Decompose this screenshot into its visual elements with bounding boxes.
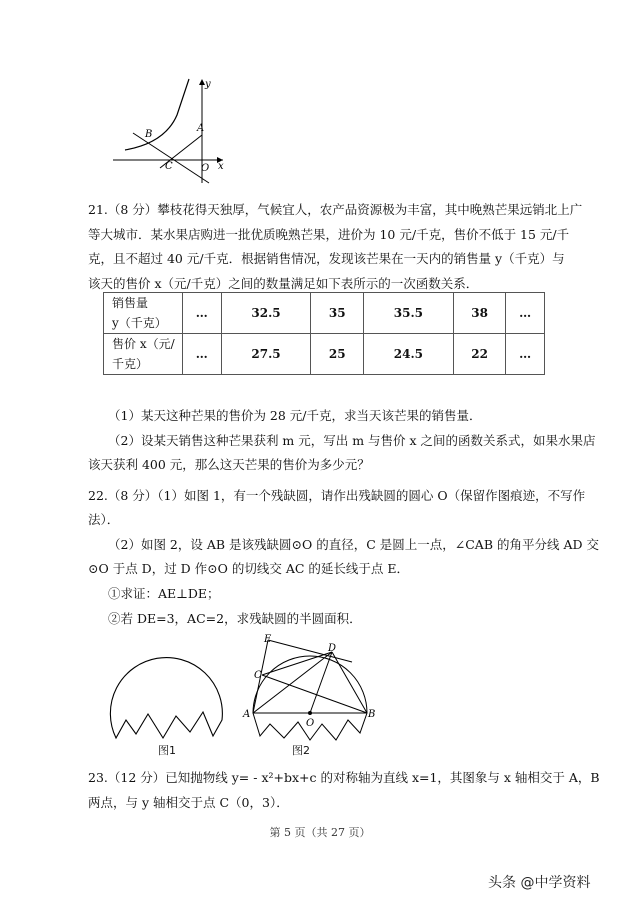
table-row-header bbox=[104, 334, 183, 375]
table-cell: 35 bbox=[311, 293, 364, 334]
fig2-point-d-label: D bbox=[328, 643, 337, 654]
function-graph-figure bbox=[105, 75, 235, 190]
header-line: 售价 x（元/ bbox=[112, 337, 175, 351]
table-cell: 38 bbox=[453, 293, 506, 334]
q22-line-3: （2）如图 2，设 AB 是该残缺圆⊙O 的直径，C 是圆上一点，∠CAB 的角平分线 AD 交 bbox=[108, 537, 599, 552]
table-cell: … bbox=[183, 293, 222, 334]
table-cell: 35.5 bbox=[363, 293, 453, 334]
graph-origin-label: O bbox=[201, 163, 210, 174]
graph-x-label: x bbox=[218, 161, 224, 172]
table-cell: 24.5 bbox=[363, 334, 453, 375]
table-row bbox=[104, 293, 545, 334]
fig2-point-c-label: C bbox=[254, 670, 262, 681]
q22-line-4: ⊙O 于点 D，过 D 作⊙O 的切线交 AC 的延长线于点 E． bbox=[88, 561, 409, 576]
table-cell: 25 bbox=[311, 334, 364, 375]
figure-2-geometry bbox=[240, 630, 380, 745]
sales-table bbox=[103, 292, 545, 375]
q21-line-1: 21.（8 分）攀枝花得天独厚，气候宜人，农产品资源极为丰富，其中晚熟芒果远销北上广 bbox=[88, 202, 583, 217]
q22-line-6: ②若 DE=3，AC=2，求残缺圆的半圆面积． bbox=[108, 611, 362, 626]
q21-line-2: 等大城市．某水果店购进一批优质晚熟芒果，进价为 10 元/千克，售价不低于 15 元/千 bbox=[88, 227, 570, 242]
page-footer: 第 5 页（共 27 页） bbox=[269, 826, 371, 839]
header-line: 千克） bbox=[112, 357, 149, 371]
q21-part-1: （1）某天这种芒果的售价为 28 元/千克，求当天该芒果的销售量． bbox=[108, 408, 482, 423]
table-cell: 32.5 bbox=[221, 293, 311, 334]
fig2-point-e-label: E bbox=[264, 634, 272, 645]
watermark: 头条 @中学资料 bbox=[488, 875, 591, 891]
table-cell: … bbox=[506, 334, 545, 375]
table-row-header bbox=[104, 293, 183, 334]
figure-2-caption: 图2 bbox=[292, 744, 310, 757]
graph-point-b-label: B bbox=[145, 129, 153, 140]
figure-1-caption: 图1 bbox=[158, 744, 176, 757]
header-line: 销售量 bbox=[112, 296, 149, 310]
q21-part-2-line-1: （2）设某天销售这种芒果获利 m 元，写出 m 与售价 x 之间的函数关系式，如果水果店 bbox=[108, 433, 596, 448]
table-cell: 22 bbox=[453, 334, 506, 375]
q22-line-2: 法）． bbox=[88, 512, 120, 527]
header-line: y（千克） bbox=[112, 316, 167, 330]
table-cell: … bbox=[183, 334, 222, 375]
graph-y-label: y bbox=[205, 79, 211, 90]
table-cell: 27.5 bbox=[221, 334, 311, 375]
q22-line-5: ①求证：AE⊥DE； bbox=[108, 586, 220, 601]
q23-line-2: 两点，与 y 轴相交于点 C（0，3）． bbox=[88, 795, 289, 810]
q22-line-1: 22.（8 分）（1）如图 1，有一个残缺圆，请作出残缺圆的圆心 O（保留作图痕迹，不写作 bbox=[88, 488, 586, 503]
table-cell: … bbox=[506, 293, 545, 334]
fig2-point-o-label: O bbox=[306, 718, 315, 729]
q21-part-2-line-2: 该天获利 400 元，那么这天芒果的售价为多少元？ bbox=[88, 457, 370, 472]
q21-line-4: 该天的售价 x（元/千克）之间的数量满足如下表所示的一次函数关系． bbox=[88, 276, 479, 291]
fig2-point-a-label: A bbox=[243, 709, 251, 720]
graph-point-c-label: C bbox=[165, 161, 173, 172]
fig2-point-b-label: B bbox=[368, 709, 376, 720]
table-row bbox=[104, 334, 545, 375]
q21-line-3: 克，且不超过 40 元/千克．根据销售情况，发现该芒果在一天内的销售量 y（千克）与 bbox=[88, 251, 565, 266]
q23-line-1: 23.（12 分）已知抛物线 y= - x²+bx+c 的对称轴为直线 x=1，其图象与 x 轴相交于 A，B bbox=[88, 770, 600, 785]
figure-1-broken-circle bbox=[108, 650, 233, 750]
graph-point-a-label: A bbox=[197, 123, 205, 134]
